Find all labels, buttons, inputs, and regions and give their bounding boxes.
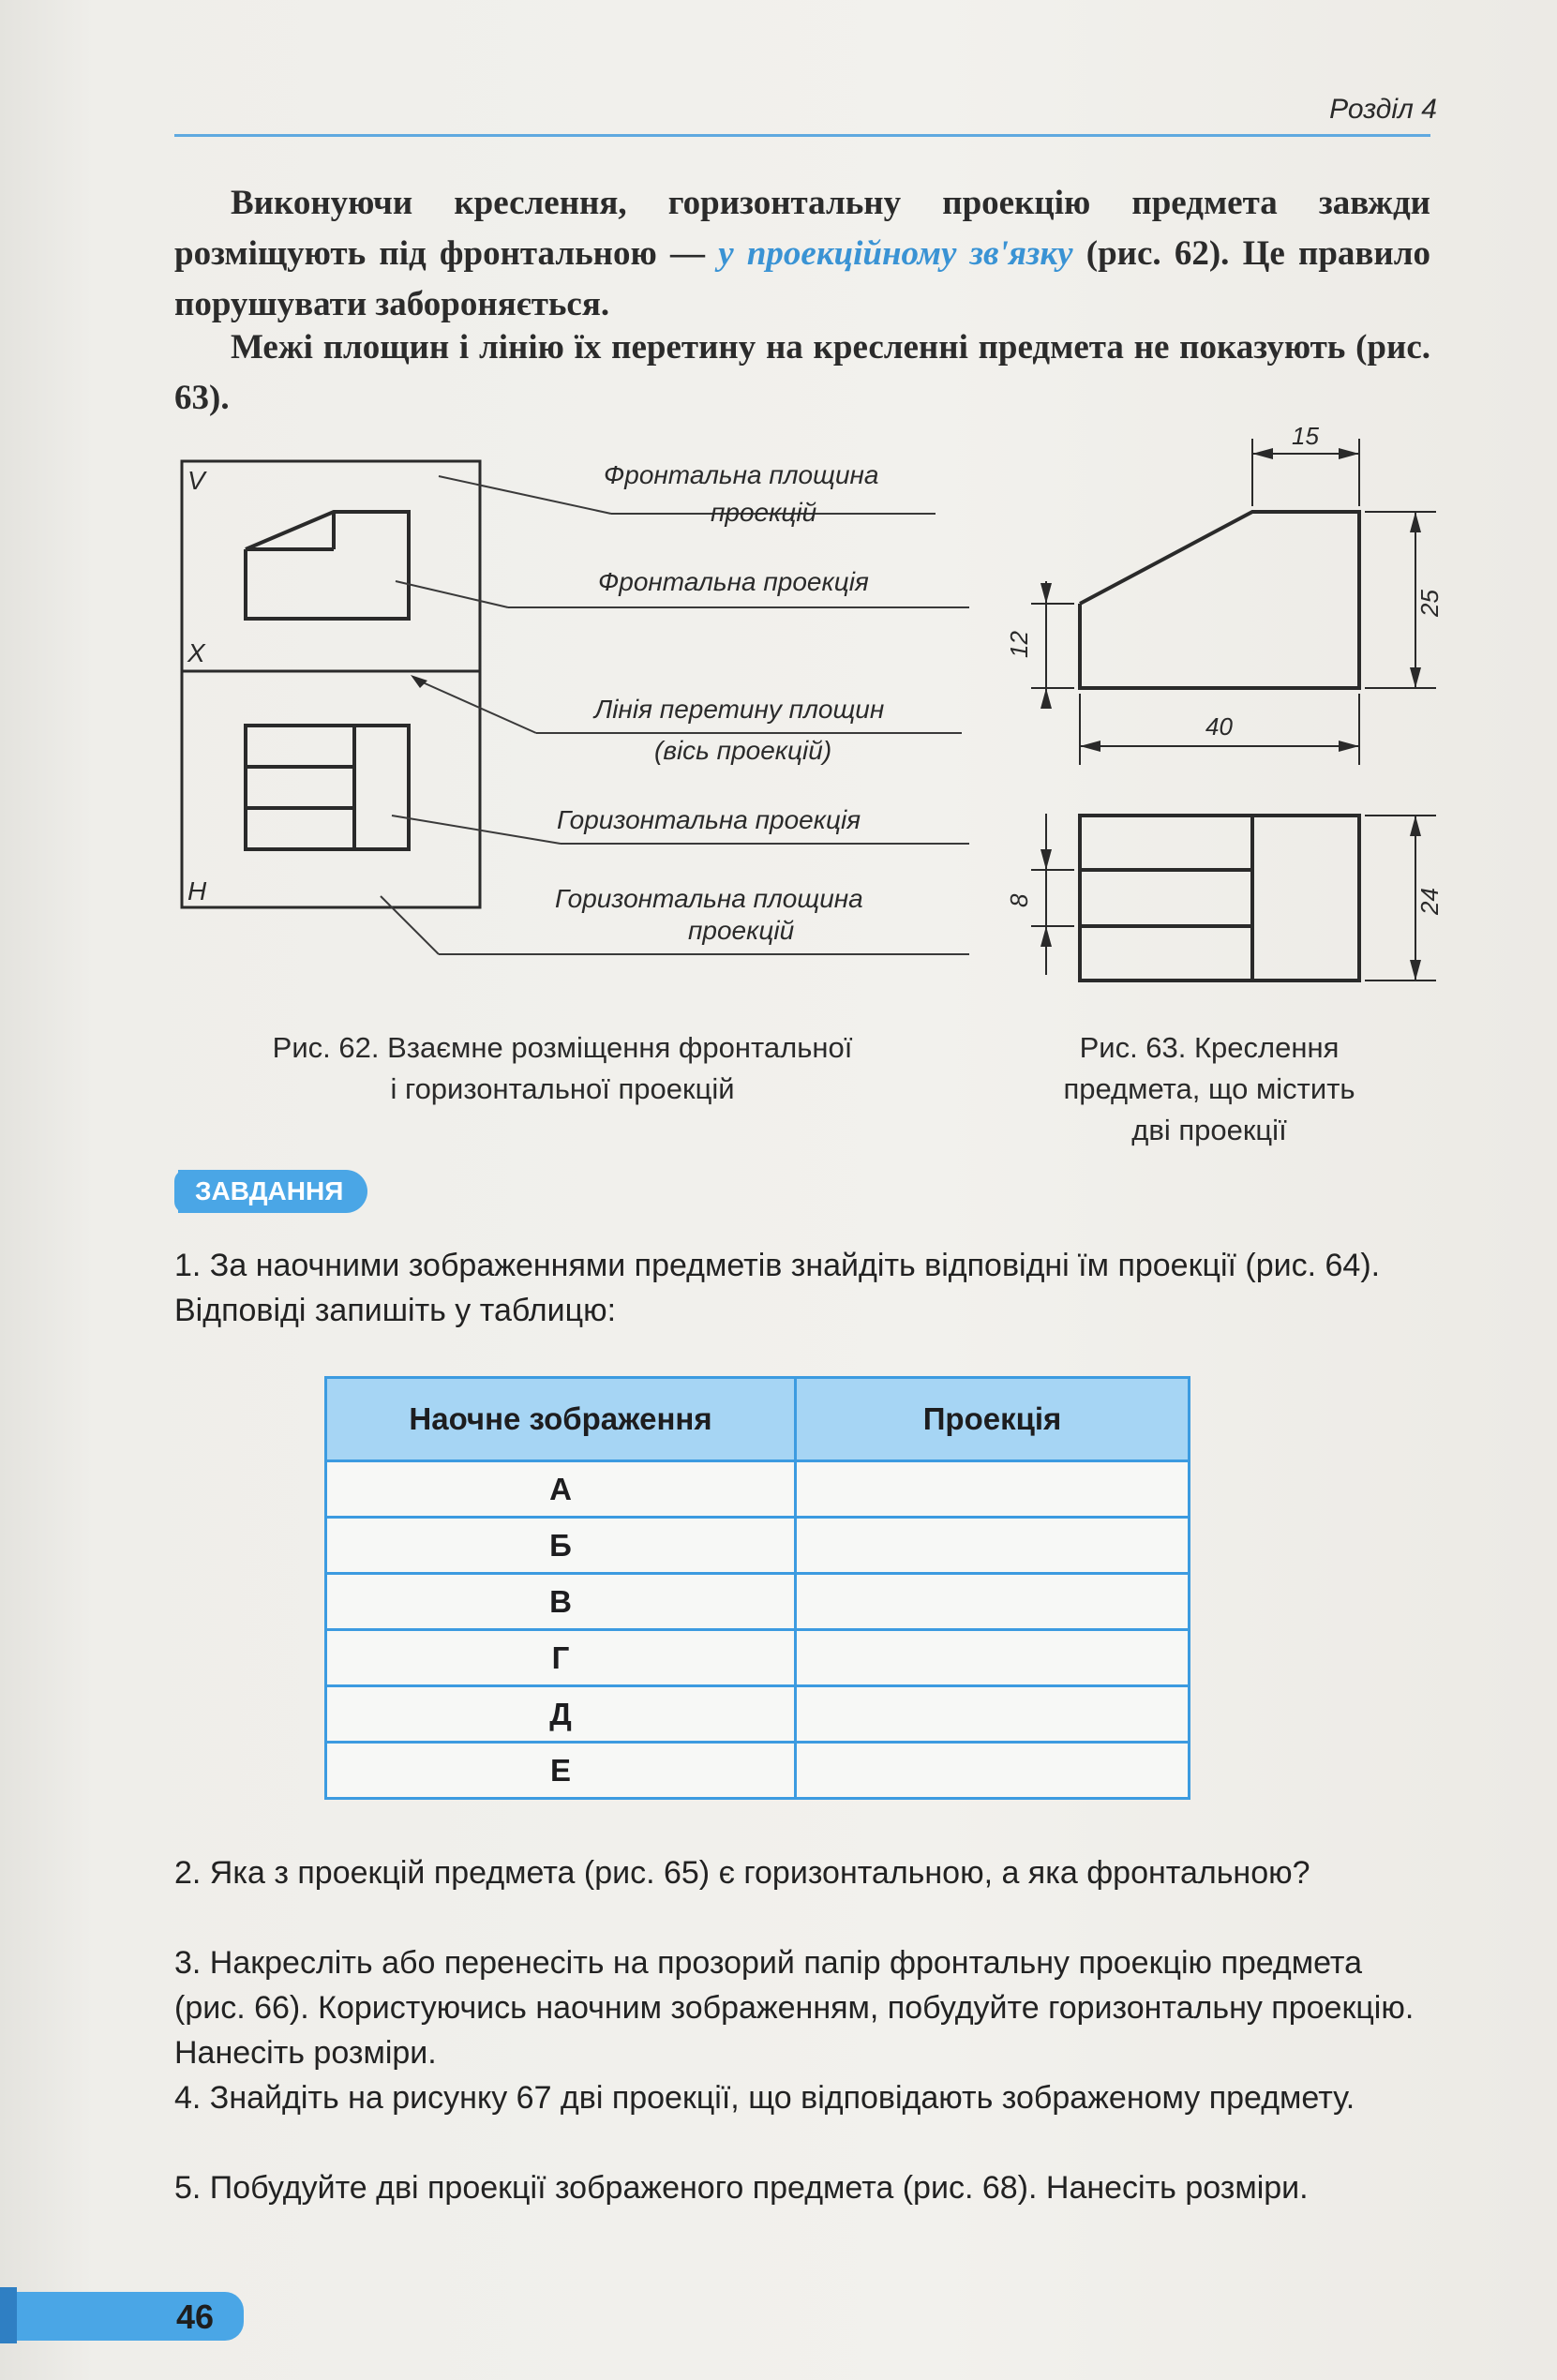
top-view-shape (1080, 816, 1359, 980)
table-cell-label: А (326, 1461, 796, 1518)
paragraph-1-text-b: (рис. 62). Це правило порушувати забороняється. (174, 234, 1430, 323)
table-header-projection: Проекція (796, 1378, 1190, 1461)
figure-63-caption-line-1: Рис. 63. Креслення (1079, 1031, 1340, 1064)
label-horizontal-projection: Горизонтальна проекція (557, 805, 861, 834)
label-frontal-plane-2: проекцій (711, 498, 817, 527)
task-5: 5. Побудуйте дві проекції зображеного предмета (рис. 68). Нанесіть розміри. (174, 2170, 1309, 2206)
front-view-shape (1080, 512, 1359, 688)
table-cell-answer[interactable] (796, 1630, 1190, 1686)
table-row (326, 1518, 1190, 1574)
dim-8: 8 (1005, 893, 1033, 907)
figure-63-caption-line-2: предмета, що містить (1063, 1072, 1355, 1105)
paragraph-1-highlight: у проекційному зв'язку (718, 234, 1073, 273)
figure-62-caption-line-1: Рис. 62. Взаємне розміщення фронтальної (272, 1031, 853, 1064)
figure-62-caption (187, 1027, 937, 1110)
task-4: 4. Знайдіть на рисунку 67 дві проекції, що відповідають зображеному предмету. (174, 2080, 1355, 2116)
label-intersection-1: Лінія перетину площин (594, 695, 885, 724)
table-cell-label: Е (326, 1743, 796, 1799)
table-cell-answer[interactable] (796, 1461, 1190, 1518)
label-horizontal-plane-1: Горизонтальна площина (555, 884, 863, 913)
paragraph-2 (174, 322, 1430, 424)
table-cell-answer[interactable] (796, 1518, 1190, 1574)
plane-letter-h: H (187, 876, 207, 906)
answer-table (324, 1376, 1190, 1800)
projection-planes-frame (182, 461, 480, 907)
page-number-tab (0, 2292, 244, 2341)
table-cell-label: Д (326, 1686, 796, 1743)
task-badge: ЗАВДАННЯ (178, 1170, 367, 1213)
frontal-projection-shape (246, 512, 409, 619)
table-cell-answer[interactable] (796, 1743, 1190, 1799)
table-header-row (326, 1378, 1190, 1461)
figure-63-drawing (975, 412, 1462, 994)
label-intersection-2: (вісь проекцій) (654, 736, 832, 765)
table-row (326, 1461, 1190, 1518)
table-row (326, 1686, 1190, 1743)
paragraph-2-text: Межі площин і лінію їх перетину на кресленні предмета не показують (рис. 63). (174, 328, 1430, 417)
dim-24: 24 (1415, 888, 1444, 915)
table-row (326, 1630, 1190, 1686)
section-title: Розділ 4 (1329, 94, 1437, 125)
header-rule (174, 134, 1430, 137)
label-frontal-plane-1: Фронтальна площина (604, 460, 879, 489)
table-cell-label: Б (326, 1518, 796, 1574)
dim-40: 40 (1205, 712, 1233, 741)
page-spine-mark (0, 2287, 17, 2343)
table-cell-answer[interactable] (796, 1686, 1190, 1743)
figure-63-caption-line-3: дві проекції (1131, 1114, 1287, 1146)
task-3: 3. Накресліть або перенесіть на прозорий папір фронтальну проекцію предмета (рис. 66). Користуючись наочним зображенням, побудуйте горизонтальну проекцію. Нанесіть розміри. (174, 1945, 1415, 2071)
plane-letter-v: V (187, 466, 205, 495)
table-row (326, 1574, 1190, 1630)
table-cell-label: В (326, 1574, 796, 1630)
table-header-visual: Наочне зображення (326, 1378, 796, 1461)
dim-12: 12 (1005, 631, 1033, 658)
page-number: 46 (176, 2298, 215, 2336)
label-frontal-projection: Фронтальна проекція (598, 567, 869, 596)
horizontal-projection-shape (246, 726, 409, 849)
paragraph-1 (174, 178, 1430, 330)
task-2: 2. Яка з проекцій предмета (рис. 65) є горизонтальною, а яка фронтальною? (174, 1855, 1310, 1891)
dim-25: 25 (1415, 590, 1444, 617)
table-cell-answer[interactable] (796, 1574, 1190, 1630)
figure-62-diagram (174, 450, 981, 975)
dim-15: 15 (1292, 422, 1319, 450)
table-row (326, 1743, 1190, 1799)
table-cell-label: Г (326, 1630, 796, 1686)
task-1: 1. За наочними зображеннями предметів знайдіть відповідні їм проекції (рис. 64). Відповіді запишіть у таблицю: (174, 1248, 1381, 1328)
paragraph-1-text-a: Виконуючи креслення, горизонтальну проекцію предмета завжди розміщують під фронтальною — (174, 184, 1430, 273)
figure-62-caption-line-2: і горизонтальної проекцій (390, 1072, 735, 1105)
plane-letter-x: X (187, 638, 205, 667)
label-horizontal-plane-2: проекцій (688, 916, 795, 945)
figure-63-caption (1012, 1027, 1406, 1151)
